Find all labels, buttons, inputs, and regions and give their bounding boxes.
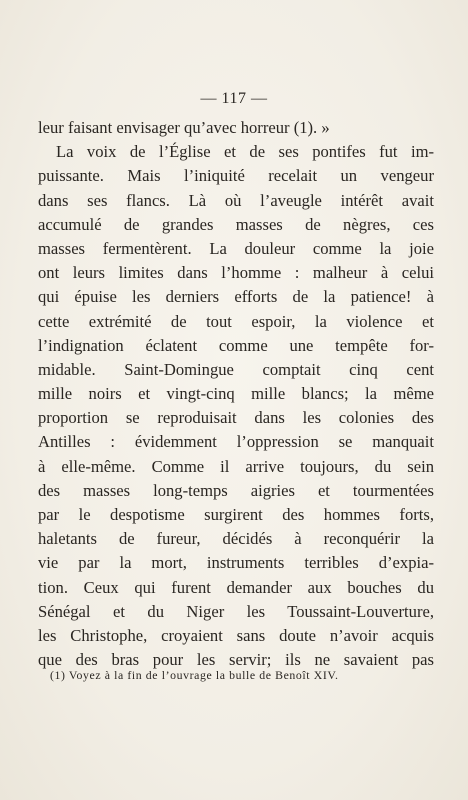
- text-line: leur faisant envisager qu’avec horreur (1). »: [38, 118, 330, 137]
- text-line: dans ses flancs. Là où l’aveugle intérêt avait: [38, 190, 434, 210]
- text-line: que des bras pour les servir; ils ne savaient pas: [38, 650, 434, 670]
- text-line: à elle-même. Comme il arrive toujours, du sein: [38, 456, 434, 476]
- text-line: tion. Ceux qui furent demander aux bouches du: [38, 577, 434, 597]
- text-line: haletants de fureur, décidés à reconquérir la: [38, 529, 434, 549]
- page-number: — 117 —: [200, 90, 268, 107]
- text-line: mille noirs et vingt-cinq mille blancs; la même: [38, 384, 434, 404]
- text-line: ont leurs limites dans l’homme : malheur à celui: [38, 263, 434, 283]
- footnote: (1) Voyez à la fin de l’ouvrage la bulle de Benoît XIV.: [50, 668, 339, 682]
- text-line: cette extrémité de tout espoir, la violence et: [38, 311, 434, 331]
- text-line: La voix de l’Église et de ses pontifes fut im-: [56, 142, 434, 162]
- text-line: accumulé de grandes masses de nègres, ces: [38, 214, 434, 234]
- text-line: masses fermentèrent. La douleur comme la joie: [38, 238, 434, 258]
- text-line: midable. Saint-Domingue comptait cinq cent: [38, 359, 434, 379]
- body-text: [38, 116, 434, 672]
- text-line: qui épuise les derniers efforts de la patience! à: [38, 287, 434, 307]
- text-line: proportion se reproduisait dans les colonies des: [38, 408, 434, 428]
- text-line: les Christophe, croyaient sans doute n’avoir acquis: [38, 625, 434, 645]
- text-line: des masses long-temps aigries et tourmentées: [38, 480, 434, 500]
- text-line: Antilles : évidemment l’oppression se manquait: [38, 432, 434, 452]
- text-line: Sénégal et du Niger les Toussaint-Louverture,: [38, 601, 434, 621]
- text-line: par le despotisme surgirent des hommes forts,: [38, 505, 434, 524]
- text-line: puissante. Mais l’iniquité recelait un vengeur: [38, 166, 434, 186]
- text-line: l’indignation éclatent comme une tempête for-: [38, 335, 434, 355]
- text-line: vie par la mort, instruments terribles d’expia-: [38, 553, 434, 573]
